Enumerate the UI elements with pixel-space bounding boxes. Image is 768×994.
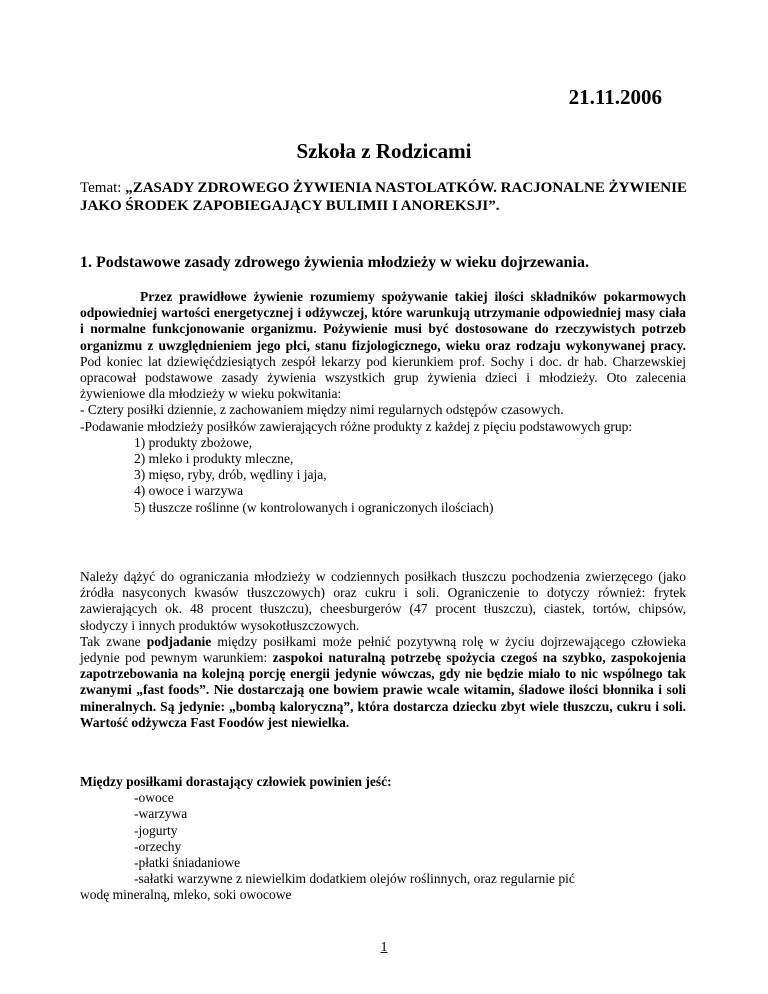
nutrition-principles — [80, 289, 686, 516]
snacks-lead: Między posiłkami dorastający człowiek powinien jeść: — [80, 774, 392, 789]
limits-paragraph: Należy dążyć do ograniczania młodzieży w codziennych posiłkach tłuszczu pochodzenia zwierzęcego (jako źródła nasyconych kwasów tłuszczowych) oraz cukru i soli. Ograniczenie to dotyczy również: frytek zawierających ok. 48 procent tłuszczu), cheesburgerów (47 procent tłuszczu), ciastek, tortów, chipsów, słodyczy i innych produktów wysokotłuszczowych. — [80, 569, 686, 633]
list-item: 1) produkty zbożowe, — [134, 434, 253, 450]
snacking-bold-text: zaspokoi naturalną potrzebę spożycia czegoś na szybko, zaspokojenia zapotrzebowania na kolejną porcję energii jedynie wówczas, gdy nie będzie miało to nic wspólnego tak zwanymi „fast foods”. Nie dostarczają one bowiem prawie wcale witamin, śladowe ilości błonnika i soli mineralnych. Są jedynie: „bombą kaloryczną”, która dostarcza dziecku zbyt wiele tłuszczu, cukru i soli. Wartość odżywcza Fast Foodów jest niewielka. — [80, 650, 686, 730]
rule-meals: - Cztery posiłki dziennie, z zachowaniem między nimi regularnych odstępów czasowych. — [80, 402, 564, 418]
list-item: -warzywa — [134, 806, 188, 822]
list-item: -orzechy — [134, 838, 182, 854]
food-groups-list — [80, 435, 686, 516]
list-item: 5) tłuszcze roślinne (w kontrolowanych i ograniczonych ilościach) — [134, 499, 494, 515]
snacking-text-b: między posiłkami może pełnić pozytywną rolę w życiu dojrzewającego człowieka jedynie pod pewnym warunkiem: — [80, 633, 687, 666]
list-item: 2) mleko i produkty mleczne, — [134, 451, 294, 467]
list-item: 3) mięso, ryby, drób, wędliny i jaja, — [134, 467, 327, 483]
topic-text: „ZASADY ZDROWEGO ŻYWIENIA NASTOLATKÓW. RACJONALNE ŻYWIENIE JAKO ŚRODEK ZAPOBIEGAJĄCY BULIMII I ANOREKSJI”. — [80, 180, 687, 214]
snacks-section — [80, 774, 686, 904]
snacking-text-a: Tak zwane — [80, 633, 147, 649]
intro-bold-text: Przez prawidłowe żywienie rozumiemy spożywanie takiej ilości składników pokarmowych odpowiedniej wartości energetycznej i odżywczej, które warunkują utrzymanie odpowiedniej masy ciała i normalne funkcjonowanie organizmu. Pożywienie musi być dostosowane do rzeczywistych potrzeb organizmu z uwzględnieniem jego płci, stanu fizjologicznego, wieku oraz rodzaju wykonywanej pracy. — [80, 289, 686, 353]
document-date: 21.11.2006 — [568, 85, 662, 109]
snacks-list — [80, 790, 686, 887]
list-item: -jogurty — [134, 822, 178, 838]
topic-label: Temat: — [80, 180, 126, 196]
limits-section — [80, 569, 686, 731]
intro-normal-text: Pod koniec lat dziewięćdziesiątych zespół lekarzy pod kierunkiem prof. Sochy i doc. dr hab. Charzewskiej opracował podstawowe zasady żywienia wszystkich grup żywienia dzieci i młodzieży. Oto zalecenia żywieniowe dla młodzieży w wieku pokwitania: — [80, 353, 686, 402]
intro-paragraph — [80, 289, 686, 402]
list-item: -owoce — [134, 790, 174, 806]
section-heading: 1. Podstawowe zasady zdrowego żywienia młodzieży w wieku dojrzewania. — [80, 254, 589, 271]
snacking-paragraph — [80, 634, 686, 731]
snacking-term: podjadanie — [146, 633, 212, 649]
snacks-tail: wodę mineralną, mleko, soki owocowe — [80, 887, 292, 903]
page-number: 1 — [380, 940, 388, 955]
topic — [80, 179, 700, 215]
list-item: -płatki śniadaniowe — [134, 855, 241, 871]
rule-groups: -Podawanie młodzieży posiłków zawierających różne produkty z każdej z pięciu podstawowych grup: — [80, 418, 633, 434]
list-item: 4) owoce i warzywa — [134, 483, 244, 499]
list-item: -sałatki warzywne z niewielkim dodatkiem olejów roślinnych, oraz regularnie pić — [134, 871, 575, 887]
document-title: Szkoła z Rodzicami — [296, 139, 472, 163]
